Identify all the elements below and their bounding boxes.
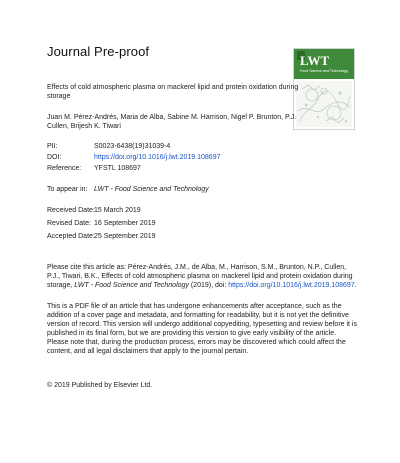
- appear-in-label: To appear in:: [47, 186, 88, 193]
- cover-title-band: [294, 49, 354, 79]
- article-authors: Juan M. Pérez-Andrés, Maria de Alba, Sabine M. Harrison, Nigel P. Brunton, P.J. Cullen, Brijesh K. Tiwari: [47, 114, 297, 130]
- pii-label: PII:: [47, 143, 58, 150]
- article-title: Effects of cold atmospheric plasma on mackerel lipid and protein oxidation during storage: [47, 84, 299, 100]
- citation-paragraph: [47, 263, 357, 290]
- cover-subtitle: Food Science and Technology: [300, 69, 349, 73]
- doi-label: DOI:: [47, 154, 62, 161]
- citation-year: (2019), doi:: [188, 282, 229, 289]
- reference-label: Reference:: [47, 165, 82, 172]
- revised-date-label: Revised Date:: [47, 220, 91, 227]
- received-date-value: 15 March 2019: [94, 207, 141, 214]
- appear-in-journal: LWT - Food Science and Technology: [94, 186, 209, 193]
- journal-pre-proof-heading: Journal Pre-proof: [47, 44, 150, 59]
- disclaimer-paragraph: This is a PDF file of an article that has undergone enhancements after acceptance, such as the addition of a cover page and metadata, and formatting for readability, but it is not yet the definitive version of record. This version will undergo additional copyediting, typesetting and review before it is published in its final form, but we are providing this version to give early visibility of the article. Please note that, during the production process, errors may be discovered which could affect the content, and all legal disclaimers that apply to the journal pertain.: [47, 303, 357, 355]
- doi-link[interactable]: https://doi.org/10.1016/j.lwt.2019.108697: [94, 154, 221, 161]
- cover-brand: LWT: [300, 53, 330, 68]
- citation-end: .: [354, 282, 357, 289]
- accepted-date-label: Accepted Date:: [47, 233, 95, 240]
- pii-value: S0023-6438(19)31039-4: [94, 143, 171, 150]
- citation-text: Please cite this article as: Pérez-Andrés, J.M., de Alba, M., Harrison, S.M., Brunton, N.P., Cullen, P.J., Tiwari, B.K., Effects of cold atmospheric plasma on mackerel lipid and protein oxidation during storage,: [47, 264, 353, 289]
- accepted-date-value: 25 September 2019: [94, 233, 156, 240]
- citation-journal: LWT - Food Science and Technology: [74, 282, 189, 289]
- received-date-label: Received Date:: [47, 207, 95, 214]
- reference-value: YFSTL 108697: [94, 165, 141, 172]
- citation-doi-link[interactable]: https://doi.org/10.1016/j.lwt.2019.108697: [228, 282, 355, 289]
- copyright-notice: © 2019 Published by Elsevier Ltd.: [47, 382, 153, 389]
- revised-date-value: 16 September 2019: [94, 220, 156, 227]
